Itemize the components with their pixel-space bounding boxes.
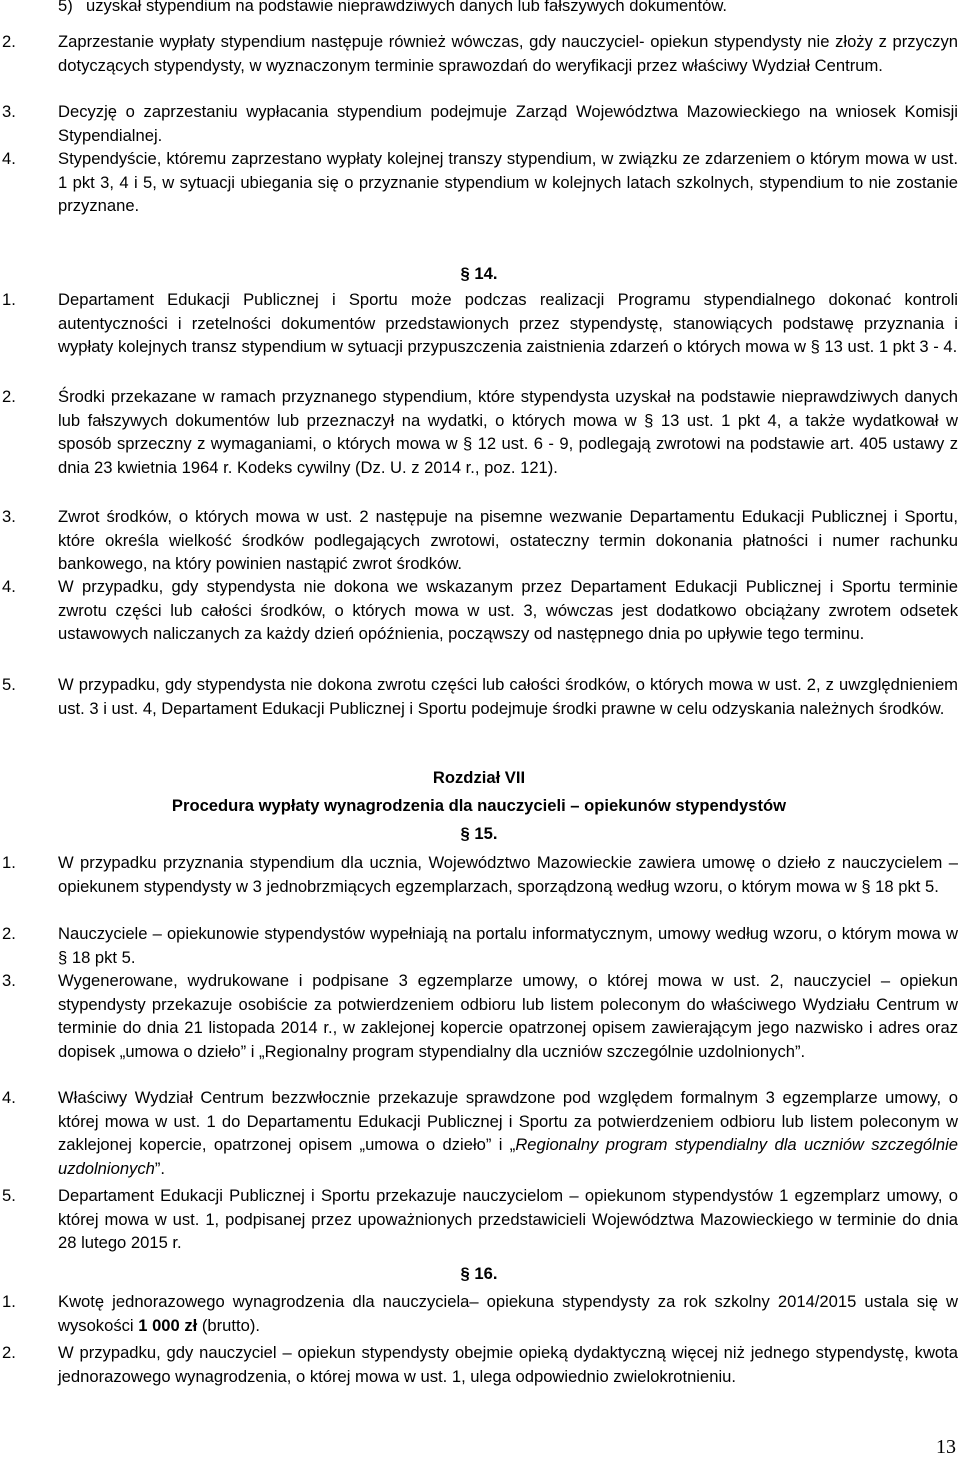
list-item	[0, 1184, 958, 1255]
item-number: 4.	[2, 577, 16, 596]
item-number: 3.	[2, 102, 16, 121]
list-item	[0, 505, 958, 576]
chapter-title: Rozdział VII	[432, 768, 526, 787]
item-text-part: (brutto).	[197, 1315, 260, 1335]
list-item	[0, 1086, 958, 1180]
item-text: Departament Edukacji Publicznej i Sportu może podczas realizacji Programu stypendialnego dokonać kontroli autentyczności i rzetelności dokumentów przedstawionych przez stypendystę, stanowiących podstawę przyznania i wypłaty kolejnych transz stypendium w sytuacji przypuszczenia zaistnienia zdarzeń o których mowa w § 13 ust. 1 pkt 3 - 4.	[58, 290, 958, 357]
item-text	[58, 1290, 958, 1337]
item-text: uzyskał stypendium na podstawie nieprawdziwych danych lub fałszywych dokumentów.	[86, 0, 728, 15]
list-item	[0, 1290, 958, 1337]
item-number: 5.	[2, 675, 16, 694]
item-text	[58, 1086, 958, 1180]
list-item	[0, 1341, 958, 1388]
item-text-part: Kwotę jednorazowego wynagrodzenia dla nauczyciela– opiekuna stypendysty za rok szkolny 2014/2015 ustala się w wysokości	[58, 1292, 958, 1335]
item-number: 3.	[2, 507, 16, 526]
item-text: Zaprzestanie wypłaty stypendium następuje również wówczas, gdy nauczyciel- opiekun stypendysty nie złoży z przyczyn dotyczących stypendysty, w wyznaczonym terminie sprawozdań do weryfikacji przez właściwy Wydział Centrum.	[58, 32, 958, 75]
item-text: W przypadku, gdy nauczyciel – opiekun stypendysty obejmie opieką dydaktyczną więcej niż jednego stypendystę, kwota jednorazowego wynagrodzenia, o której mowa w ust. 1, ulega odpowiednio zwielokrotnieniu.	[58, 1343, 958, 1386]
item-text-part: ”.	[154, 1158, 166, 1178]
item-number: 2.	[2, 387, 16, 406]
item-number: 1.	[2, 853, 16, 872]
item-text: Departament Edukacji Publicznej i Sportu przekazuje nauczycielom – opiekunom stypendystów 1 egzemplarz umowy, o której mowa w ust. 1, podpisanej przez upoważnionych przedstawicieli Województwa Mazowieckiego w terminie do dnia 28 lutego 2015 r.	[58, 1186, 958, 1253]
chapter-subtitle: Procedura wypłaty wynagrodzenia dla nauczycieli – opiekunów stypendystów	[171, 796, 787, 815]
item-text: Decyzję o zaprzestaniu wypłacania stypendium podejmuje Zarząd Województwa Mazowieckiego na wniosek Komisji Stypendialnej.	[58, 102, 958, 145]
list-item	[0, 385, 958, 479]
item-text: W przypadku, gdy stypendysta nie dokona zwrotu części lub całości środków, o których mowa w ust. 2, z uwzględnieniem ust. 3 i ust. 4, Departament Edukacji Publicznej i Sportu podejmuje środki prawne w celu odzyskania należnych środków.	[58, 675, 958, 718]
list-item	[0, 851, 958, 898]
item-number: 4.	[2, 149, 16, 168]
item-text: W przypadku, gdy stypendysta nie dokona we wskazanym przez Departament Edukacji Publicznej i Sportu terminie zwrotu części lub całości środków, o których mowa w ust. 3, wówczas jest dodatkowo obciążany zwrotem odsetek ustawowych naliczanych za każdy dzień opóźnienia, począwszy od następnego dnia po upływie tego terminu.	[58, 577, 958, 644]
item-number: 3.	[2, 971, 16, 990]
item-number: 4.	[2, 1088, 16, 1107]
section-heading: § 14.	[460, 264, 498, 283]
list-item	[0, 30, 958, 77]
list-item	[0, 969, 958, 1063]
section-heading: § 15.	[460, 824, 498, 843]
section-heading: § 16.	[460, 1264, 498, 1283]
item-text: Stypendyście, któremu zaprzestano wypłaty kolejnej transzy stypendium, w związku ze zdarzeniem o którym mowa w ust. 1 pkt 3, 4 i 5, w sytuacji ubiegania się o przyznanie stypendium w kolejnych latach szkolnych, stypendium to nie zostanie przyznane.	[58, 149, 958, 216]
list-item	[0, 673, 958, 720]
item-number: 2.	[2, 924, 16, 943]
list-item	[0, 0, 958, 18]
amount-bold: 1 000 zł	[138, 1315, 198, 1335]
list-item	[0, 288, 958, 359]
list-item	[0, 575, 958, 646]
list-item	[0, 100, 958, 147]
item-number: 2.	[2, 32, 16, 51]
item-number: 5.	[2, 1186, 16, 1205]
page-number: 13	[936, 1436, 956, 1458]
list-item	[0, 147, 958, 218]
item-number: 2.	[2, 1343, 16, 1362]
item-text: Środki przekazane w ramach przyznanego stypendium, które stypendysta uzyskał na podstawie nieprawdziwych danych lub fałszywych dokumentów lub przeznaczył na wydatki, o których mowa w § 13 ust. 1 pkt 4, a także wydatkował w sposób sprzeczny z wymaganiami, o których mowa w § 12 ust. 6 - 9, podlegają zwrotowi na podstawie art. 405 ustawy z dnia 23 kwietnia 1964 r. Kodeks cywilny (Dz. U. z 2014 r., poz. 121).	[58, 387, 958, 477]
list-item	[0, 922, 958, 969]
item-number: 1.	[2, 290, 16, 309]
item-number: 1.	[2, 1292, 16, 1311]
item-text: Wygenerowane, wydrukowane i podpisane 3 egzemplarze umowy, o której mowa w ust. 2, nauczyciel – opiekun stypendysty przekazuje osobiście za potwierdzeniem odbioru lub listem poleconym do właściwego Wydziału Centrum w terminie do dnia 21 listopada 2014 r., w zaklejonej kopercie opatrzonej opisem zawierającym jego nazwisko i adres oraz dopisek „umowa o dzieło” i „Regionalny program stypendialny dla uczniów szczególnie uzdolnionych”.	[58, 971, 958, 1061]
item-text-part: Właściwy Wydział Centrum bezzwłocznie przekazuje sprawdzone pod względem formalnym 3 egzemplarze umowy, o której mowa w ust. 1 do Departamentu Edukacji Publicznej i Sportu za potwierdzeniem odbioru lub listem poleconym w zaklejonej kopercie, opatrzonej opisem „umowa o dzieło” i „	[58, 1088, 958, 1155]
item-number: 5)	[58, 0, 73, 15]
item-text: W przypadku przyznania stypendium dla ucznia, Województwo Mazowieckie zawiera umowę o dzieło z nauczycielem – opiekunem stypendysty w 3 jednobrzmiących egzemplarzach, sporządzoną według wzoru, o którym mowa w § 18 pkt 5.	[58, 853, 958, 896]
item-text: Zwrot środków, o których mowa w ust. 2 następuje na pisemne wezwanie Departamentu Edukacji Publicznej i Sportu, które określa wielkość środków podlegających zwrotowi, ostateczny termin dokonania płatności i numer rachunku bankowego, na który powinien nastąpić zwrot środków.	[58, 507, 958, 574]
item-text: Nauczyciele – opiekunowie stypendystów wypełniają na portalu informatycznym, umowy według wzoru, o którym mowa w § 18 pkt 5.	[58, 924, 958, 967]
program-title-italic: Regionalny program stypendialny dla uczniów szczególnie uzdolnionych	[58, 1135, 958, 1178]
